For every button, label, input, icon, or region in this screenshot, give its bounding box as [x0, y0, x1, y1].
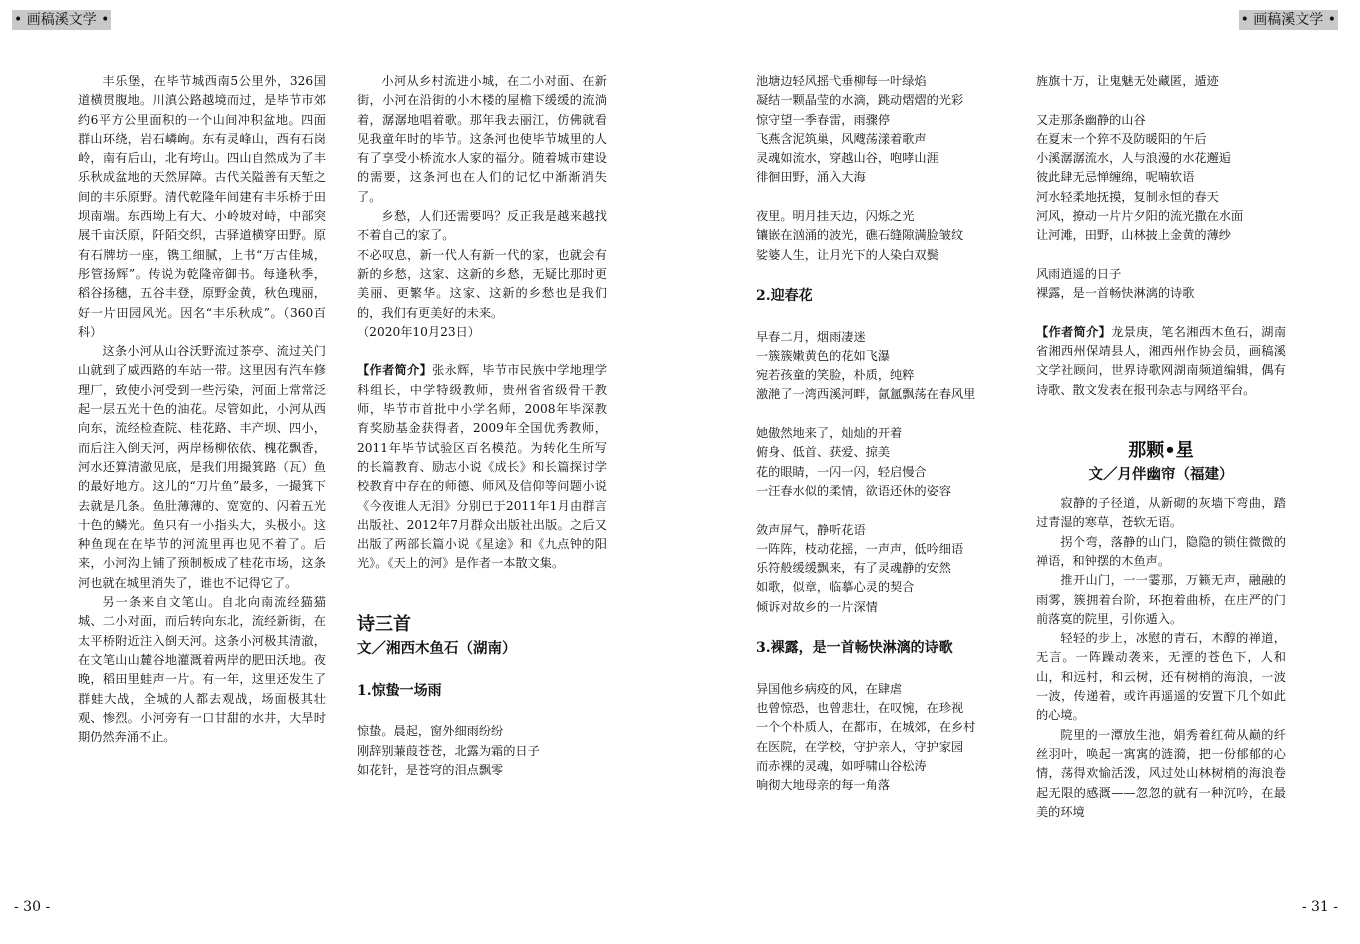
poem-line: 一个个朴质人，在都市，在城郊，在乡村: [756, 720, 976, 735]
spacer: [1036, 304, 1286, 323]
poem-line: 响彻大地母亲的每一角落: [756, 778, 891, 793]
paragraph: 不必叹息，新一代人有新一代的家，也就会有新的乡愁，这家、这新的乡愁，无疑比那时更美丽、更繁华。这家、这新的乡愁也是我们的，我们有更美好的未来。: [357, 247, 607, 320]
bio-label: 【作者简介】: [1036, 324, 1112, 339]
poem2-title: 2.迎春花: [756, 288, 813, 305]
poem-line: 倾诉对故乡的一片深情: [756, 599, 878, 614]
paragraph: 轻轻的步上，冰慰的青石，木醇的禅道，无言。一阵躁动袭来，无湮的苍色下，人和山，和远村，和云树，还有树梢的海浪，一波一波，传递着，或许再遥遥的安置下几个如此的心境。: [1036, 631, 1286, 723]
poem-line: 激滟了一湾西溪河畔，氤氲飘荡在春风里: [756, 387, 976, 402]
bio-text: 龙景庚，笔名湘西木鱼石，湖南省湘西州保靖县人，湘西州作协会员，画稿溪文学社顾问，世界诗歌网湖南频道编辑，偶有诗歌、散文发表在报刊杂志与网络平台。: [1036, 324, 1287, 397]
poem-line: 让河滩，田野，山林披上金黄的薄纱: [1036, 228, 1231, 243]
spacer: [357, 703, 607, 722]
poem-line: 花的眼睛，一闪一闪，轻启慢合: [756, 464, 927, 479]
poem-line: 彼此肆无忌惮缠绵，呢喃软语: [1036, 170, 1195, 185]
spacer: [756, 501, 1006, 520]
poem-line: 乐符般缓缓飘来，有了灵魂静的安然: [756, 561, 951, 576]
poem-line: 夜里。明月挂天边，闪烁之光: [756, 209, 915, 224]
date-line: （2020年10月23日）: [357, 324, 480, 339]
paragraph: 拐个弯，落静的山门，隐隐的锁住微微的禅语，和钟摆的木鱼声。: [1036, 534, 1286, 568]
poem-line: 一汪春水似的柔情，欲语还休的姿容: [756, 483, 951, 498]
poem-line: 在医院，在学校，守护亲人，守护家园: [756, 739, 964, 754]
poem3-title: 3.裸露，是一首畅快淋漓的诗歌: [756, 640, 953, 657]
paragraph: 小河从乡村流进小城，在二小对面、在新街，小河在沿街的小木楼的屋檐下缓缓的流淌着，潺潺地唱着歌。那年我去丽江，仿佛就看见我童年时的毕节。这条河也使毕节城里的人有了享受小桥流水人家的福分。随着城市建设的需要，这条河也在人们的记忆中渐渐消失了。: [357, 74, 607, 204]
bio-label: 【作者简介】: [357, 363, 433, 378]
poem-line: 惊守望一季春雷，雨骤停: [756, 112, 891, 127]
poem-line: 一阵阵，枝动花摇，一声声，低吟细语: [756, 541, 964, 556]
spacer: [1036, 91, 1286, 110]
poem-line: 镶嵌在汹涌的波光，礁石缝隙满脸皱纹: [756, 228, 964, 243]
article-title: 那颗•星: [1128, 440, 1194, 462]
poem-line: 如歌，似章，临摹心灵的契合: [756, 580, 915, 595]
page-number-left: - 30 -: [14, 899, 51, 915]
paragraph: 另一条来自文笔山。自北向南流经猫猫城、二小对面，而后转向东北，流经新街，在太平桥附近注入倒天河。这条小河极其清澈，在文笔山山麓谷地灌溉着两岸的肥田沃地。夜晚，稻田里蛙声一片。有一年，这里还发生了群蛙大战，全城的人都去观战，场面极其壮观、惨烈。小河旁有一口甘甜的水井，大旱时期仍然奔涌不止。: [78, 595, 326, 745]
poem-line: 而赤裸的灵魂，如呼啸山谷松涛: [756, 758, 927, 773]
poem-line: 裸露，是一首畅快淋漓的诗歌: [1036, 286, 1195, 301]
poem-line: 惊蛰。晨起，窗外细雨纷纷: [357, 724, 504, 739]
column-3: [756, 72, 1006, 795]
spacer: [1036, 486, 1286, 494]
poem-line: 宛若孩童的笑脸，朴质，纯粹: [756, 368, 915, 383]
poem-line: 一簇簇嫩黄色的花如飞瀑: [756, 348, 891, 363]
poem-line: 徘徊田野，涌入大海: [756, 170, 866, 185]
poem-line: 又走那条幽静的山谷: [1036, 112, 1146, 127]
spacer: [357, 342, 607, 361]
poem-line: 如花针，是苍穹的泪点飘零: [357, 762, 504, 777]
header-right: • 画稿溪文学 •: [1240, 12, 1336, 28]
paragraph: 寂静的子径道，从新砌的灰墙下弯曲，踏过青湿的寒草，苍软无语。: [1036, 496, 1286, 530]
spacer: [756, 188, 1006, 207]
poems-title: 诗三首: [357, 613, 411, 635]
poem-line: 风雨逍遥的日子: [1036, 266, 1122, 281]
spacer: [1036, 246, 1286, 265]
poem-line: 她傲然地来了，灿灿的开着: [756, 426, 903, 441]
spacer: [756, 405, 1006, 424]
spacer: [357, 660, 607, 679]
paragraph: 这条小河从山谷沃野流过茶亭、流过关门山就到了威西路的车站一带。这里因有汽车修理厂，致使小河受到一些污染，河面上常常泛起一层五光十色的油花。尽管如此，小河从西向东，流经检查院、桂花路、丰产坝、四小，而后注入倒天河，两岸杨柳依依、槐花飘香，河水还算清澈见底，是我们用撮箕路（瓦）鱼的最好地方。这儿的“刀片鱼”最多，一撮箕下去就是几条。鱼肚薄薄的、宽宽的、闪着五光十色的鳞光。鱼只有一小指头大，头极小。这种鱼现在在毕节的河流里再也见不着了。后来，小河沟上铺了预制板成了桂花市场，这条河也就在城里消失了，谁也不记得它了。: [78, 344, 326, 590]
poem-line: 旌旗十万，让鬼魅无处藏匿，遁迹: [1036, 74, 1219, 88]
header-left: • 画稿溪文学 •: [14, 12, 110, 28]
poem-line: 飞燕含泥筑巢，风飕荡漾着歌声: [756, 131, 927, 146]
poem-line: 俯身、低首、获爱、掠美: [756, 445, 891, 460]
spacer: [1036, 400, 1286, 438]
poem-line: 凝结一颗晶莹的水滴，跳动熠熠的光彩: [756, 93, 964, 108]
poem-line: 河风，撩动一片片夕阳的流光撒在水面: [1036, 209, 1244, 224]
poem-line: 刚辞别蒹葭苍苍，北露为霜的日子: [357, 743, 540, 758]
spacer: [756, 308, 1006, 327]
bio-text: 张永辉，毕节市民族中学地理学科组长，中学特级教师，贵州省省级骨干教师，毕节市首批中小学名师，2008年毕深教育奖励基金获得者，2009年全国优秀教师，2011年毕节试验区百名模范。为转化生所写的长篇教育、励志小说《成长》和长篇探讨学校教育中存在的师德、师风及信仰等问题小说《今夜谁人无泪》分别已于2011年1月由群言出版社、2012年7月群众出版社出版。之后又出版了两部长篇小说《星途》和《九点钟的阳光》。《天上的河》是作者一本散文集。: [357, 363, 608, 571]
poem-line: 异国他乡病疫的风，在肆虐: [756, 681, 903, 696]
poem-line: 小溪潺潺流水，人与浪漫的水花邂逅: [1036, 151, 1231, 166]
paragraph: 丰乐堡，在毕节城西南5公里外，326国道横贯腹地。川滇公路越境而过，是毕节市郊约6平方公里面积的一个山间冲积盆地。四面群山环绕，岩石嶙峋。东有灵峰山，西有石岗岭，南有后山，北有垮山。四山自然成为了丰乐秋成盆地的天然屏障。古代关隘善有天堑之间的丰乐原野。清代乾隆年间建有丰乐桥于田坝南端。东西坳上有大、小岭坡对峙，中部突展千亩沃原，阡陌交织，古驿道横穿田野。原有石牌坊一座，镌工细腻，上书“万古佳城，彤管扬辉”。传说为乾隆帝御书。每逢秋季，稻谷扬穗，五谷丰登，原野金黄，秋色瑰丽，好一片田园风光。因名“丰乐秋成”。（360百科）: [78, 74, 326, 339]
author-bio: [1036, 323, 1286, 400]
poem-line: 池塘边轻风摇弋垂柳每一叶绿焰: [756, 74, 927, 88]
page-number-right: - 31 -: [1301, 899, 1338, 915]
poem-line: 敛声屏气，静听花语: [756, 522, 866, 537]
poem-line: 灵魂如流水，穿越山谷，咆哮山涯: [756, 151, 939, 166]
column-4: [1036, 72, 1286, 822]
spacer: [756, 660, 1006, 679]
poems-author: 文／湘西木鱼石（湖南）: [357, 639, 517, 657]
spacer: [756, 265, 1006, 284]
article-author: 文／月伴幽帘（福建）: [1088, 466, 1234, 484]
paragraph: 院里的一潭放生池，娟秀着红荷从巅的纤丝羽叶，唤起一寓寓的涟漪，把一份郁郁的心情，荡得欢愉活泼，风过处山林树梢的海浪卷起无限的感溉——忽忽的就有一种沉吟，在最美的环境: [1036, 727, 1286, 819]
author-bio: [357, 361, 607, 573]
column-1: [78, 72, 326, 747]
paragraph: 推开山门，一一霎那，万籁无声，融融的雨雾，簇拥着台阶，环抱着曲桥，在庄严的门前落寞的院里，引你遁入。: [1036, 573, 1286, 626]
poem-line: 在夏末一个猝不及防暖阳的午后: [1036, 131, 1207, 146]
poem-line: 也曾惊恐，也曾悲壮，在叹惋，在珍视: [756, 700, 964, 715]
column-2: [357, 72, 607, 780]
poem1-title: 1.惊蛰一场雨: [357, 683, 442, 700]
spacer: [357, 574, 607, 612]
spacer: [756, 617, 1006, 636]
poem-line: 娑婆人生，让月光下的人染白双鬓: [756, 247, 939, 262]
poem-line: 河水轻柔地抚摸，复制永恒的春天: [1036, 189, 1219, 204]
poem-line: 早春二月，烟雨凄迷: [756, 329, 866, 344]
paragraph: 乡愁，人们还需要吗？反正我是越来越找不着自己的家了。: [357, 209, 607, 243]
